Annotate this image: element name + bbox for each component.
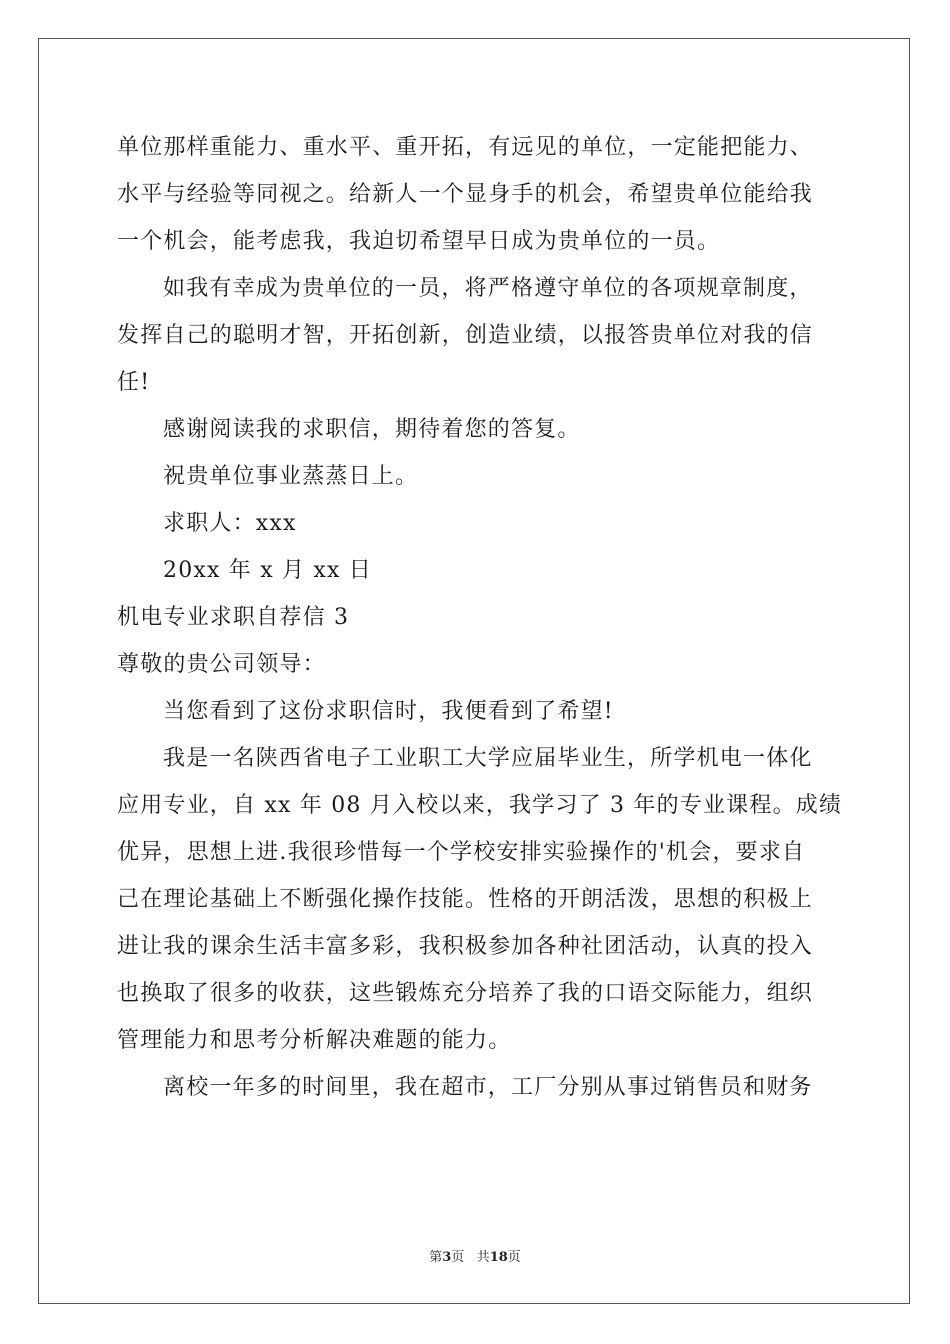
total-suffix: 页 [507, 1250, 521, 1265]
page-number: 3 [442, 1250, 452, 1265]
page-footer [0, 1246, 950, 1265]
closing-wish: 祝贵单位事业蒸蒸日上。 [163, 464, 419, 489]
page-suffix: 页 [451, 1250, 465, 1265]
text-line: 己在理论基础上不断强化操作技能。性格的开朗活泼，思想的积极上 [117, 887, 814, 912]
total-prefix: 共 [476, 1250, 490, 1265]
text-line: 管理能力和思考分析解决难题的能力。 [117, 1028, 512, 1053]
signature-date: 20xx 年 x 月 xx 日 [163, 558, 372, 583]
closing-thanks: 感谢阅读我的求职信，期待着您的答复。 [163, 417, 581, 442]
page-prefix: 第 [429, 1250, 443, 1265]
text-line: 应用专业，自 xx 年 08 月入校以来，我学习了 3 年的专业课程。成绩 [117, 793, 843, 818]
text-line: 水平与经验等同视之。给新人一个显身手的机会，希望贵单位能给我 [117, 182, 814, 207]
text-line: 也换取了很多的收获，这些锻炼充分培养了我的口语交际能力，组织 [117, 981, 814, 1006]
text-line: 任! [117, 370, 151, 395]
document-body [117, 124, 843, 1111]
text-line: 如我有幸成为贵单位的一员，将严格遵守单位的各项规章制度， [163, 276, 813, 301]
text-line: 发挥自己的聪明才智，开拓创新，创造业绩，以报答贵单位对我的信 [117, 323, 814, 348]
text-line: 一个机会，能考虑我，我迫切希望早日成为贵单位的一员。 [117, 229, 721, 254]
text-line: 离校一年多的时间里，我在超市，工厂分别从事过销售员和财务 [163, 1075, 813, 1100]
text-line: 进让我的课余生活丰富多彩，我积极参加各种社团活动，认真的投入 [117, 934, 814, 959]
text-line: 优异，思想上进.我很珍惜每一个学校安排实验操作的'机会，要求自 [117, 840, 806, 865]
text-line: 当您看到了这份求职信时，我便看到了希望! [163, 699, 614, 724]
salutation: 尊敬的贵公司领导： [117, 652, 326, 677]
section-heading: 机电专业求职自荐信 3 [117, 605, 350, 630]
text-line: 我是一名陕西省电子工业职工大学应届毕业生，所学机电一体化 [163, 746, 813, 771]
signature-applicant: 求职人：xxx [163, 511, 297, 536]
total-pages: 18 [489, 1250, 508, 1265]
text-line: 单位那样重能力、重水平、重开拓，有远见的单位，一定能把能力、 [117, 135, 814, 160]
